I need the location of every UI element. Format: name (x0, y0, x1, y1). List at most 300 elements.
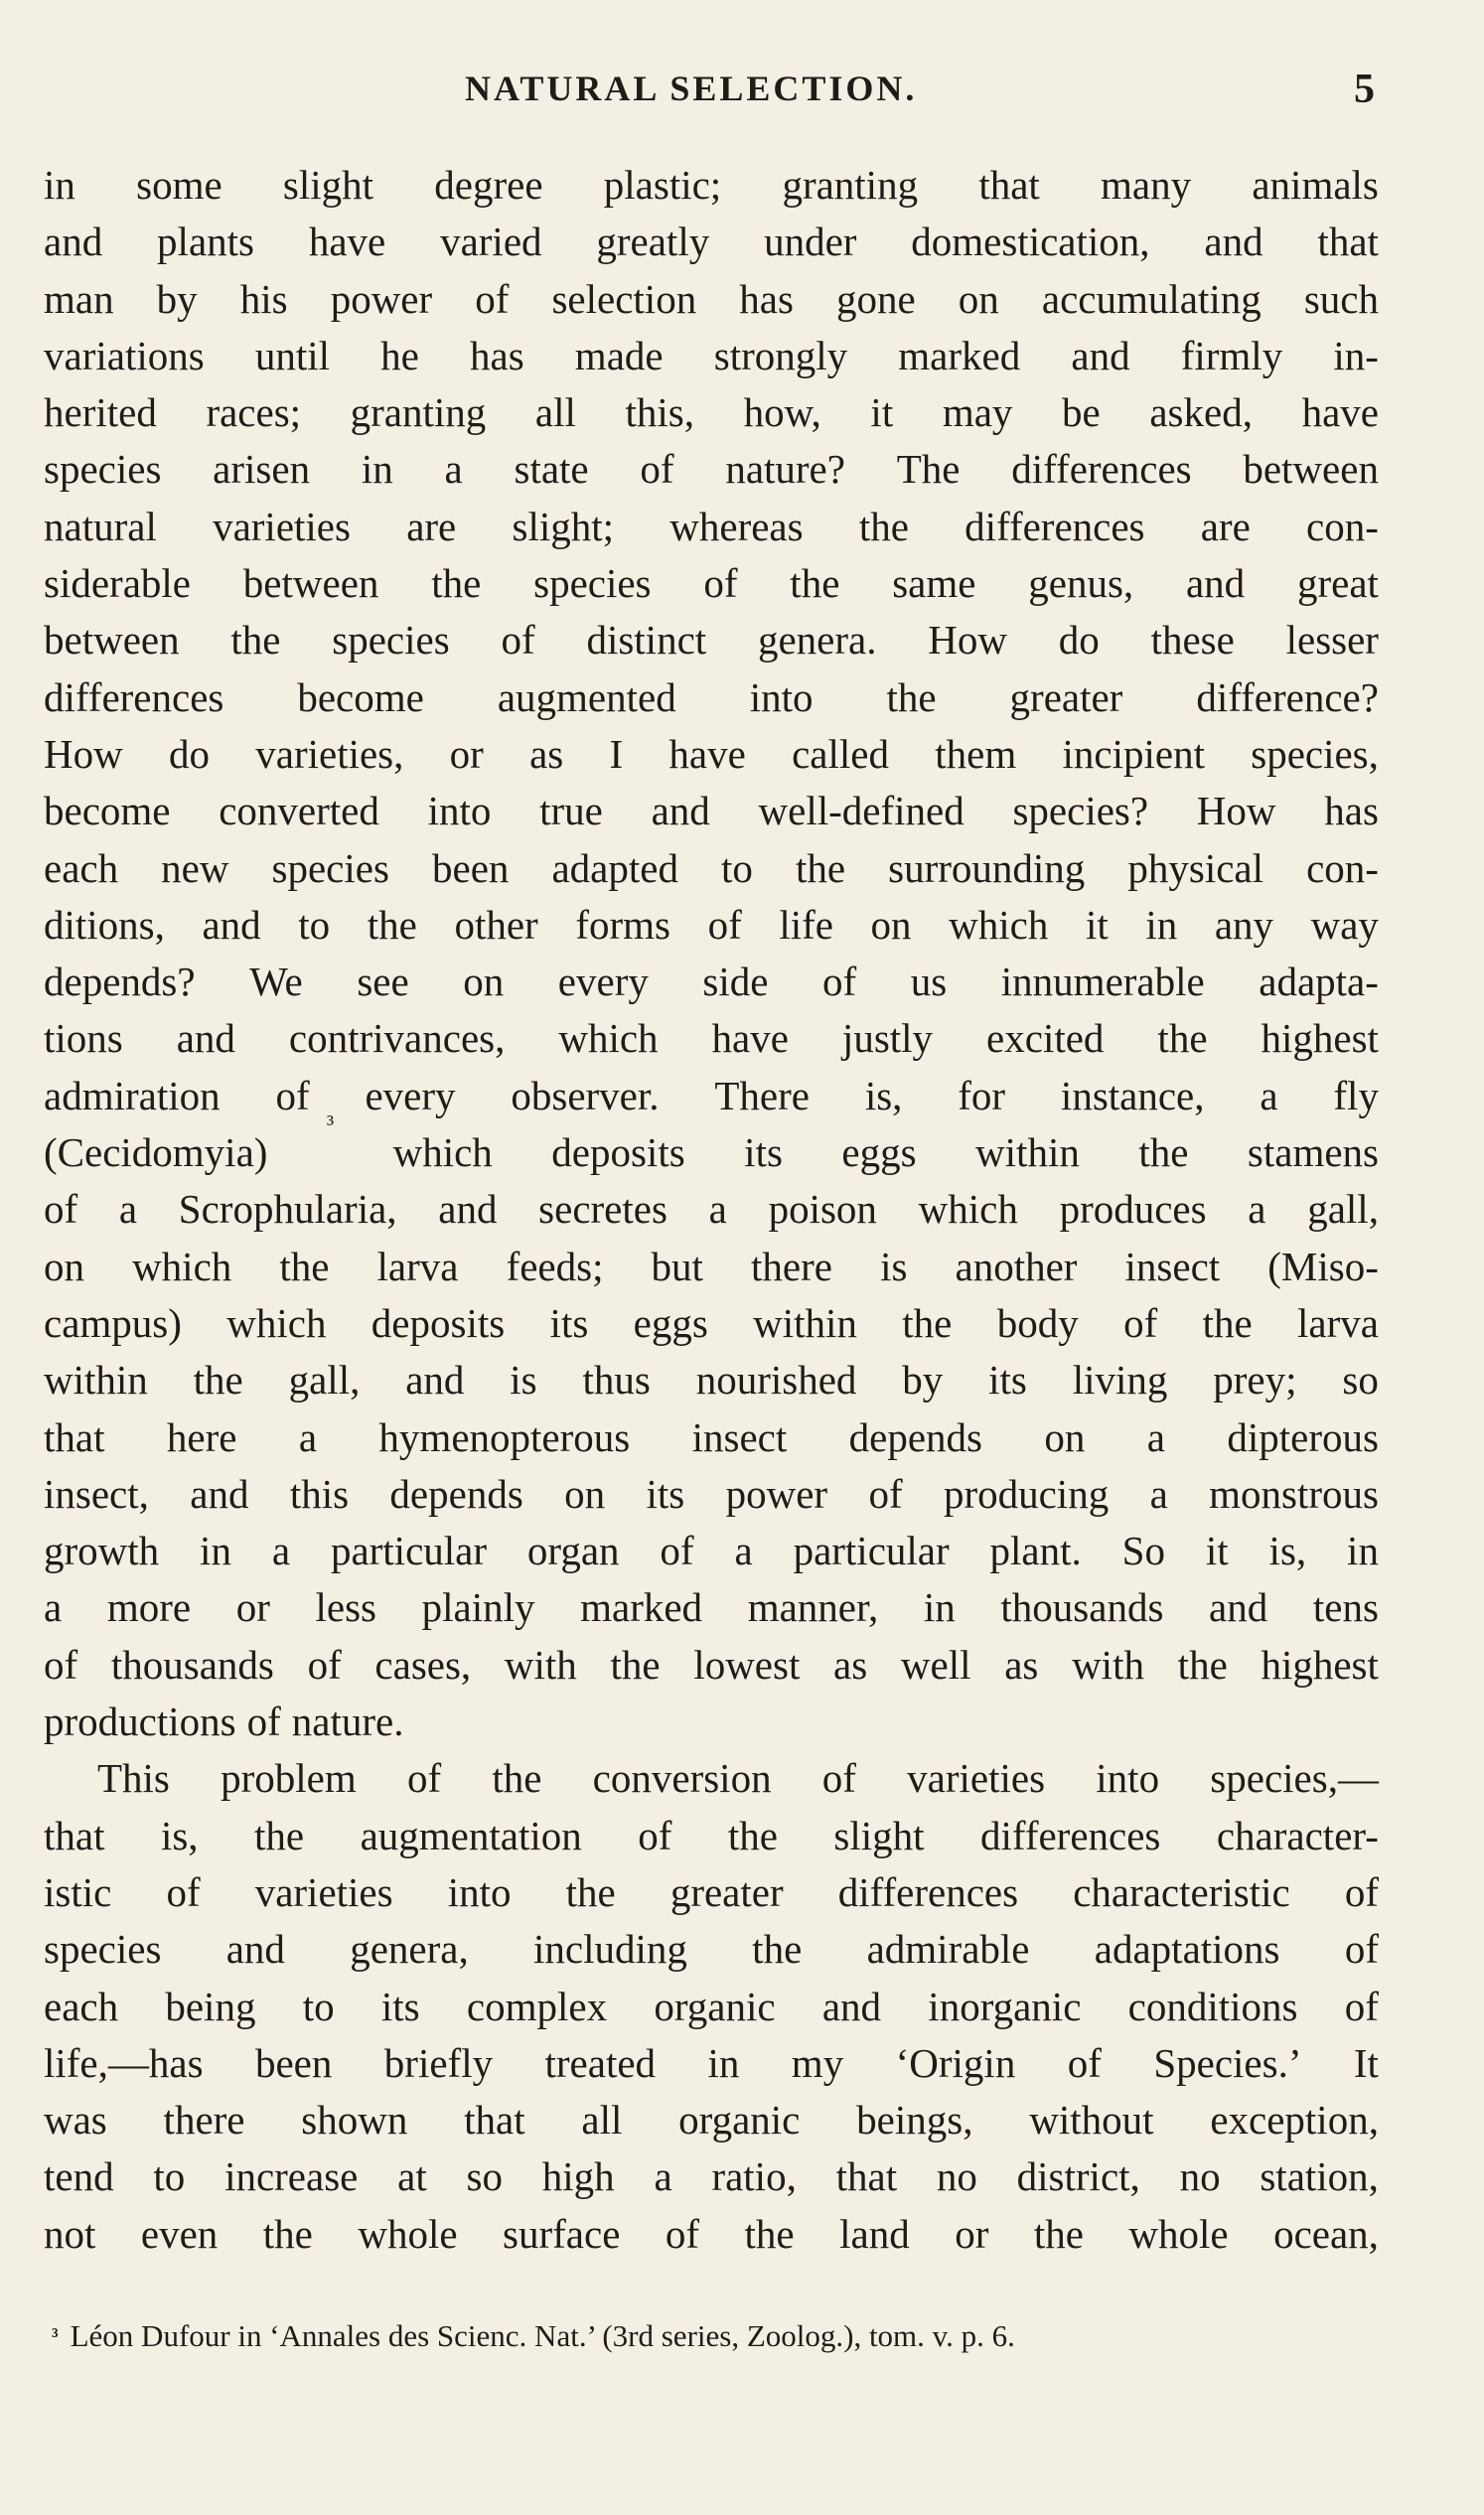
word: plants (157, 219, 254, 265)
word: larva (1297, 1299, 1379, 1346)
word: varieties, (255, 730, 404, 777)
word: slight; (512, 503, 615, 549)
text-line (44, 1579, 1379, 1636)
word: the (431, 560, 482, 607)
word: the (858, 503, 909, 549)
word: There (714, 1072, 810, 1118)
word: including (533, 1926, 687, 1973)
word: tend (44, 2153, 114, 2200)
word: depends (389, 1470, 523, 1517)
word: granting (350, 389, 487, 436)
word: another (955, 1243, 1078, 1289)
word: greater (669, 1868, 784, 1915)
word: We (249, 959, 303, 1005)
word: admiration (44, 1072, 221, 1118)
word: into (447, 1868, 512, 1915)
word: being (165, 1983, 256, 2029)
word: been (432, 844, 510, 891)
word: augmentation (360, 1812, 582, 1858)
word: a (1146, 1413, 1165, 1460)
word: a (444, 446, 463, 493)
word: become (297, 673, 424, 720)
word: called (792, 730, 889, 777)
word: conditions (1127, 1983, 1298, 2029)
word: How (928, 617, 1007, 664)
word: variations (44, 332, 205, 378)
word: greatly (596, 219, 710, 265)
word: there (751, 1243, 832, 1289)
word: power (330, 275, 433, 322)
word: within (44, 1357, 148, 1404)
word: are (406, 503, 457, 549)
word: species (533, 560, 652, 607)
word: exception, (1210, 2097, 1379, 2144)
text-line (44, 897, 1379, 954)
word: all (581, 2097, 623, 2144)
word: is (880, 1243, 908, 1289)
word: power (725, 1470, 828, 1517)
word: the (279, 1243, 330, 1289)
word: a (654, 2153, 672, 2200)
word: istic (44, 1868, 112, 1915)
word: us (910, 959, 948, 1005)
word: How (44, 730, 123, 777)
word: in (707, 2039, 740, 2086)
word: that (464, 2097, 525, 2144)
word: state (514, 446, 589, 493)
word: Scrophularia, (178, 1186, 397, 1233)
word: of (44, 1641, 78, 1688)
word: every (365, 1072, 456, 1118)
word: which (558, 1015, 659, 1062)
word: con- (1306, 503, 1379, 549)
word: in (44, 162, 75, 208)
word: the (230, 617, 281, 664)
word: without (1029, 2097, 1154, 2144)
word: whole (1128, 2210, 1229, 2257)
word: as (1004, 1641, 1039, 1688)
word: as (529, 730, 564, 777)
footnote (52, 2316, 1383, 2356)
word: that (44, 1812, 105, 1858)
word: every (557, 959, 649, 1005)
word: and (651, 788, 710, 834)
word: it (1085, 901, 1109, 948)
word: great (1297, 560, 1379, 607)
word: complex (466, 1983, 608, 2029)
word: in- (1333, 332, 1379, 378)
word: a (1248, 1186, 1266, 1233)
word: which (918, 1186, 1018, 1233)
word: the (902, 1299, 953, 1346)
word: (Miso- (1267, 1243, 1379, 1289)
text-line (44, 1637, 1379, 1694)
running-title: NATURAL SELECTION. (465, 69, 918, 108)
word: The (896, 446, 961, 493)
word: incipient (1062, 730, 1205, 777)
word: so (1342, 1357, 1379, 1404)
word: gall, (1307, 1186, 1379, 1233)
word: by (156, 275, 198, 322)
word: differences (980, 1812, 1161, 1858)
word: thousands (1000, 1584, 1164, 1631)
word: within (975, 1129, 1080, 1176)
word: other (454, 901, 538, 948)
text-line (44, 1181, 1379, 1238)
word: differences (1011, 446, 1192, 493)
word: do (1058, 617, 1100, 664)
word: it (1205, 1528, 1229, 1574)
text-line (44, 1466, 1379, 1523)
word: the (262, 2210, 313, 2257)
word: the (886, 673, 937, 720)
word: a (1149, 1470, 1168, 1517)
word: depends? (44, 959, 196, 1005)
word: species, (1251, 730, 1379, 777)
word: adapted (551, 844, 678, 891)
word: granting (782, 162, 919, 208)
word: into (749, 673, 814, 720)
word: of (640, 446, 674, 493)
word: organ (526, 1528, 620, 1574)
text-line (44, 555, 1379, 612)
text-line (44, 1409, 1379, 1466)
word: deposits (371, 1299, 506, 1346)
word: plastic; (603, 162, 722, 208)
word: on (564, 1470, 606, 1517)
word: of (246, 1699, 281, 1745)
word: way (1310, 901, 1379, 948)
word: differences (44, 673, 224, 720)
text-line (44, 328, 1379, 384)
text-line (44, 2206, 1379, 2263)
word: highest (1261, 1641, 1379, 1688)
word: eggs (841, 1129, 917, 1176)
word: contrivances, (288, 1015, 506, 1062)
text-line (44, 612, 1379, 668)
word: nature. (291, 1699, 404, 1745)
word: body (996, 1299, 1079, 1346)
word: the (1202, 1299, 1253, 1346)
word: organic (654, 1983, 776, 2029)
word: of (501, 617, 535, 664)
word: in (361, 446, 393, 493)
word: augmented (497, 673, 676, 720)
word: whereas (669, 503, 804, 549)
word: of (1344, 1926, 1379, 1973)
word: between (242, 560, 379, 607)
text-line (44, 1694, 1379, 1750)
word: prey; (1213, 1357, 1297, 1404)
word: deposits (551, 1129, 685, 1176)
word: to (302, 1983, 335, 2029)
word: insect, (44, 1470, 149, 1517)
word: fly (1333, 1072, 1379, 1118)
word: species,— (1210, 1755, 1379, 1802)
word: the (1177, 1641, 1228, 1688)
word: man (44, 275, 114, 322)
word: in (1145, 901, 1178, 948)
word: a (734, 1528, 753, 1574)
word: species (332, 617, 450, 664)
word: tens (1312, 1584, 1379, 1631)
word: which (949, 901, 1049, 948)
word: not (44, 2210, 96, 2257)
word: domestication, (911, 219, 1150, 265)
word: the (1138, 1129, 1189, 1176)
word: the (752, 1926, 803, 1973)
word: into (1096, 1755, 1160, 1802)
word: and (1204, 219, 1263, 265)
word: life,—has (44, 2039, 204, 2086)
word: that (1317, 219, 1379, 265)
word: on (463, 959, 505, 1005)
word: the (367, 901, 417, 948)
word: less (315, 1584, 376, 1631)
word: instance, (1060, 1072, 1205, 1118)
word: herited (44, 389, 157, 436)
word: within (753, 1299, 857, 1346)
word: adapta- (1259, 959, 1379, 1005)
word: is, (1268, 1528, 1307, 1574)
word: is, (160, 1812, 199, 1858)
word: the (610, 1641, 661, 1688)
word: adaptations (1094, 1926, 1280, 1973)
word: of (868, 1470, 903, 1517)
text-line (44, 840, 1379, 897)
word: highest (1261, 1015, 1379, 1062)
word: varieties (907, 1755, 1046, 1802)
word: varied (440, 219, 542, 265)
word: con- (1306, 844, 1379, 891)
word: the (565, 1868, 616, 1915)
word: made (574, 332, 664, 378)
word: that (44, 1413, 105, 1460)
word: admirable (866, 1926, 1030, 1973)
word: natural (44, 503, 157, 549)
word: which (132, 1243, 232, 1289)
word: here (166, 1413, 237, 1460)
word: increase (224, 2153, 359, 2200)
word: of (1344, 1983, 1379, 2029)
word: have (1301, 389, 1379, 436)
word: productions (44, 1699, 236, 1745)
text-line (44, 1750, 1379, 1807)
word: the (492, 1755, 542, 1802)
word: may (942, 389, 1013, 436)
word: to (153, 2153, 186, 2200)
word: the (795, 844, 846, 891)
word: high (541, 2153, 615, 2200)
text-line (44, 1295, 1379, 1352)
word: gone (836, 275, 916, 322)
word: all (534, 389, 576, 436)
word: genera. (757, 617, 877, 664)
word: manner, (747, 1584, 879, 1631)
text-line (44, 2035, 1379, 2092)
word: surface (503, 2210, 621, 2257)
word: characteristic (1073, 1868, 1290, 1915)
word: species (44, 1926, 162, 1973)
word: with (1072, 1641, 1144, 1688)
word: shown (301, 2097, 408, 2144)
word: on (958, 275, 999, 322)
word: no (936, 2153, 977, 2200)
word: by (902, 1357, 944, 1404)
word: insect (691, 1413, 788, 1460)
text-line (44, 954, 1379, 1010)
word: firmly (1180, 332, 1283, 378)
word: a (298, 1413, 318, 1460)
word: true (539, 788, 603, 834)
word: greater (1009, 673, 1123, 720)
word: until (254, 332, 331, 378)
word: of (638, 1812, 672, 1858)
word: see (357, 959, 409, 1005)
word: races; (206, 389, 302, 436)
word: for (958, 1072, 1006, 1118)
word: its (380, 1983, 420, 2029)
word: lowest (693, 1641, 801, 1688)
word: strongly (713, 332, 848, 378)
word: a (44, 1584, 63, 1631)
word: slight (833, 1812, 925, 1858)
word: hymenopterous (378, 1413, 631, 1460)
word: its (744, 1129, 783, 1176)
word: the (254, 1812, 305, 1858)
word: been (254, 2039, 333, 2086)
word: genera, (350, 1926, 469, 1973)
word: and (225, 1926, 285, 1973)
word: has (1324, 788, 1379, 834)
word: them (935, 730, 1017, 777)
word: any (1214, 901, 1274, 948)
word: So (1121, 1528, 1165, 1574)
text-line (44, 1864, 1379, 1921)
word: on (1044, 1413, 1086, 1460)
word: so (466, 2153, 503, 2200)
text-line (44, 669, 1379, 726)
word: nourished (695, 1357, 857, 1404)
word: ³ (326, 1111, 335, 1138)
footnote-text: Léon Dufour in ‘Annales des Scienc. Nat.’ (3rd series, Zoolog.), tom. v. p. 6. (70, 2318, 1015, 2353)
text-line (44, 384, 1379, 441)
word: and (438, 1186, 498, 1233)
word: growth (44, 1528, 160, 1574)
text-line (44, 2092, 1379, 2148)
word: of (475, 275, 510, 322)
word: justly (841, 1015, 934, 1062)
word: asked, (1149, 389, 1253, 436)
word: and (1185, 560, 1246, 607)
word: there (163, 2097, 245, 2144)
word: Species.’ (1153, 2039, 1302, 2086)
text-line (44, 1808, 1379, 1864)
word: a (118, 1186, 138, 1233)
word: be (1062, 389, 1101, 436)
word: this (289, 1470, 350, 1517)
text-line (44, 726, 1379, 783)
word: and (176, 1015, 235, 1062)
word: cases, (374, 1641, 472, 1688)
body-text (44, 157, 1379, 2263)
word: in (923, 1584, 956, 1631)
word: and (44, 219, 103, 265)
word: this, (625, 389, 694, 436)
word: physical (1127, 844, 1263, 891)
word: his (239, 275, 288, 322)
word: briefly (383, 2039, 494, 2086)
word: these (1150, 617, 1235, 664)
word: its (549, 1299, 589, 1346)
word: between (44, 617, 180, 664)
word: animals (1252, 162, 1379, 208)
word: living (1072, 1357, 1168, 1404)
word: thus (582, 1357, 651, 1404)
word: such (1303, 275, 1379, 322)
word: ditions, (44, 901, 165, 948)
word: have (308, 219, 386, 265)
word: distinct (586, 617, 707, 664)
word: has (739, 275, 794, 322)
word: accumulating (1041, 275, 1261, 322)
word: district, (1016, 2153, 1140, 2200)
word: character- (1216, 1812, 1379, 1858)
word: plant. (989, 1528, 1082, 1574)
word: larva (376, 1243, 459, 1289)
word: have (668, 730, 746, 777)
word: of (821, 1755, 856, 1802)
word: How (1196, 788, 1276, 834)
word: under (764, 219, 857, 265)
word: of (822, 959, 857, 1005)
footnote-marker: ³ (52, 2323, 59, 2348)
text-line (44, 1111, 1379, 1181)
word: observer. (511, 1072, 660, 1118)
word: produces (1059, 1186, 1207, 1233)
word: the (727, 1812, 778, 1858)
word: lesser (1285, 617, 1379, 664)
text-line (44, 271, 1379, 328)
word: side (702, 959, 769, 1005)
word: and (1071, 332, 1130, 378)
word: the (1157, 1015, 1208, 1062)
word: that (978, 162, 1040, 208)
word: its (988, 1357, 1027, 1404)
word: as (833, 1641, 868, 1688)
text-line (44, 1352, 1379, 1408)
word: gall, (288, 1357, 361, 1404)
word: of (1344, 1868, 1379, 1915)
word: to (298, 901, 331, 948)
word: a (708, 1186, 727, 1233)
page-number: 5 (1354, 67, 1375, 112)
word: ratio, (711, 2153, 797, 2200)
running-head (0, 68, 1484, 127)
word: secretes (538, 1186, 668, 1233)
word: more (106, 1584, 192, 1631)
word: of (1067, 2039, 1102, 2086)
text-line (44, 1068, 1379, 1124)
word: on (870, 901, 912, 948)
word: but (651, 1243, 703, 1289)
word: This (97, 1755, 170, 1802)
word: even (140, 2210, 219, 2257)
text-line (44, 1523, 1379, 1579)
word: nature? (725, 446, 845, 493)
word: of (660, 1528, 694, 1574)
word: I (609, 730, 624, 777)
